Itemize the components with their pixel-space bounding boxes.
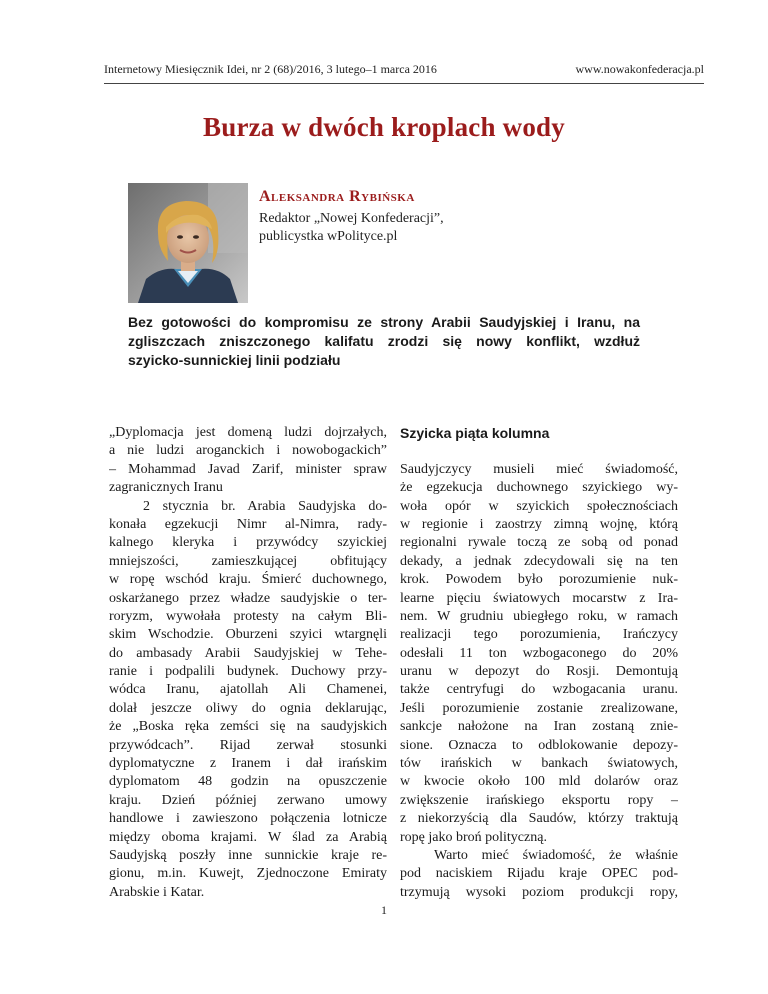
lead-line: zgliszczach zniszczonego kalifatu zrodzi się nowy konflikt, wzdłuż (128, 333, 640, 349)
body-line: konała egzekucji Nimr al-Nimra, rady- (109, 516, 387, 532)
body-line: z niekorzyścią dla Saudów, którzy traktują (400, 811, 678, 827)
page-number: 1 (381, 903, 387, 917)
article-lead (128, 313, 640, 370)
body-line: uranu w depozyt do Rosji. Demontują (400, 664, 678, 680)
article-title: Burza w dwóch kroplach wody (203, 112, 565, 142)
body-line: kalnego kleryka i przywódcy szyickiej (109, 535, 387, 551)
body-line: w regionie i zaostrzy zimną wojnę, którą (400, 516, 678, 532)
body-line: pod naciskiem Rijadu kraje OPEC pod- (400, 866, 678, 882)
body-line: że „Boska ręka zemści się na saudyjskich (109, 719, 387, 735)
body-line: nem. W grudniu ubiegłego roku, w ramach (400, 608, 678, 624)
body-line: ropę jako broń polityczną. (400, 829, 547, 845)
journal-issue-info: Internetowy Miesięcznik Idei, nr 2 (68)/2016, 3 lutego–1 marca 2016 (104, 62, 437, 76)
body-line: – Mohammad Javad Zarif, minister spraw (109, 461, 387, 477)
body-line: 2 stycznia br. Arabia Saudyjska do- (143, 498, 387, 514)
body-line: dolał jeszcze oliwy do ognia deklarując, (109, 700, 387, 716)
body-line: oskarżanego przez władze saudyjskie o ter- (109, 590, 387, 606)
body-line: w ropę wschód kraju. Śmierć duchownego, (109, 572, 387, 588)
body-line: także centryfugi do wzbogacania uranu. (400, 682, 678, 698)
body-line: skim Wschodzie. Oburzeni szyici wtargnęli (109, 627, 387, 643)
body-line: regionalni rywale toczą ze sobą od ponad (400, 535, 678, 551)
body-line: do ambasady Arabii Saudyjskiej w Tehe- (109, 645, 387, 661)
author-role: Redaktor „Nowej Konfederacji”, (259, 211, 444, 226)
body-line: mniejszości, zamieszkującej obfitujący (109, 553, 387, 569)
body-line: w kwocie około 100 mld dolarów oraz (400, 774, 678, 790)
body-line: gionu, m.in. Kuwejt, Zjednoczone Emiraty (109, 866, 387, 882)
body-line: handlowe i zawieszono połączenia lotnicze (109, 811, 387, 827)
right-column (400, 424, 678, 902)
body-line: trzymują wysoki poziom produkcji ropy, (400, 884, 678, 900)
body-line: dekady, a jednak zdecydowali się na ten (400, 553, 678, 569)
body-line: Jeśli porozumienie zostanie zrealizowane, (400, 700, 678, 716)
body-line: realizacji tego porozumienia, Irańczycy (400, 627, 678, 643)
body-line: ranie i podpalili budynek. Duchowy przy- (109, 664, 387, 680)
header-divider (104, 83, 704, 84)
body-line: krok. Powodem było porozumienie nuk- (400, 572, 678, 588)
body-line: Saudyjską poszły inne sunnickie kraje re- (109, 847, 387, 863)
author-name: Aleksandra Rybińska (259, 188, 415, 205)
body-line: zagranicznych Iranu (109, 480, 223, 496)
lead-line: szyicko-sunnickiej linii podziału (128, 352, 341, 368)
body-line: „Dyplomacja jest domeną ludzi dojrzałych, (109, 425, 387, 440)
body-line: dyplomatom 48 godzin na opuszczenie (109, 774, 387, 790)
body-line: dyplomatyczne z Iranem i dał irańskim (109, 756, 387, 772)
body-line: wódca Iranu, ajatollah Ali Chamenei, (109, 682, 387, 698)
body-line: Saudyjczycy musieli mieć świadomość, (400, 461, 678, 477)
body-line: learne pięciu światowych mocarstw z Ira- (400, 590, 678, 606)
body-line: zwiększenie irańskiego eksportu ropy – (400, 792, 678, 808)
body-line: woła opór w szyickich społecznościach (400, 498, 678, 514)
body-line: że egzekucja duchownego szyickiego wy- (400, 480, 678, 496)
lead-line: Bez gotowości do kompromisu ze strony Arabii Saudyjskiej i Iranu, na (128, 314, 640, 330)
body-line: przywódcach”. Rijad zerwał stosunki (109, 737, 387, 753)
author-affiliation: publicystka wPolityce.pl (259, 229, 398, 244)
author-photo (128, 183, 248, 303)
site-url[interactable]: www.nowakonfederacja.pl (575, 62, 704, 76)
body-line: odesłali 11 ton wzbogaconego do 20% (400, 645, 678, 661)
section-subheading: Szyicka piąta kolumna (400, 425, 550, 441)
body-line: sione. Oznacza to odblokowanie depozy- (400, 737, 678, 753)
author-description (259, 210, 444, 246)
body-line: kraju. Dzień później zerwano umowy (109, 792, 387, 808)
running-header (104, 62, 704, 80)
body-line: Arabskie i Katar. (109, 884, 205, 900)
body-line: sankcje nałożone na Iran zostaną znie- (400, 719, 678, 735)
body-line: Warto mieć świadomość, że właśnie (434, 847, 678, 863)
body-line: roryzm, wywołała protesty na całym Bli- (109, 608, 387, 624)
body-line: tów irańskich w bankach światowych, (400, 756, 678, 772)
body-line: między oboma krajami. W ślad za Arabią (109, 829, 387, 845)
author-portrait-image (128, 183, 248, 303)
body-line: a nie ludzi aroganckich i nowobogackich” (109, 443, 387, 459)
left-column (109, 424, 387, 902)
